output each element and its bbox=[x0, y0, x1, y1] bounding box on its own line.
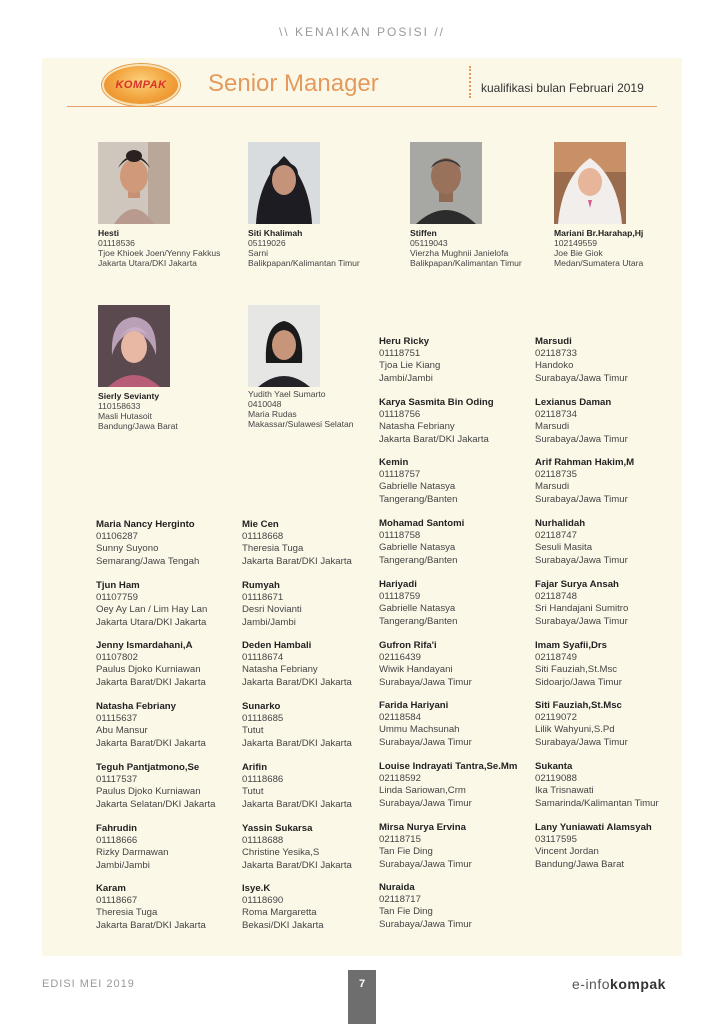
member-entry bbox=[379, 761, 529, 810]
member-sponsor: Rizky Darmawan bbox=[96, 847, 169, 859]
member-sponsor: Abu Mansur bbox=[96, 725, 148, 737]
member-name: Jenny Ismardahani,A bbox=[96, 640, 193, 651]
member-entry bbox=[379, 518, 529, 567]
brand-suffix: kompak bbox=[610, 976, 666, 992]
member-name: Kemin bbox=[379, 457, 409, 468]
member-name: Louise Indrayati Tantra,Se.Mm bbox=[379, 761, 518, 772]
person-id: 102149559 bbox=[554, 238, 598, 248]
brand-prefix: e-info bbox=[572, 976, 611, 992]
member-location: Surabaya/Jawa Timur bbox=[379, 736, 472, 748]
member-id: 02118734 bbox=[535, 409, 577, 421]
member-sponsor: Sunny Suyono bbox=[96, 543, 159, 555]
member-location: Surabaya/Jawa Timur bbox=[535, 493, 628, 505]
member-location: Jakarta Barat/DKI Jakarta bbox=[242, 859, 352, 871]
member-location: Surabaya/Jawa Timur bbox=[535, 736, 628, 748]
member-id: 01118668 bbox=[242, 531, 284, 543]
member-entry bbox=[242, 580, 392, 629]
member-sponsor: Tutut bbox=[242, 786, 264, 798]
member-id: 01118686 bbox=[242, 774, 284, 786]
member-id: 02119088 bbox=[535, 773, 577, 785]
member-name: Heru Ricky bbox=[379, 336, 430, 347]
member-name: Hariyadi bbox=[379, 579, 417, 590]
member-name: Siti Fauziah,St.Msc bbox=[535, 700, 622, 711]
person-sponsor: Masli Hutasoit bbox=[98, 411, 152, 421]
member-name: Lany Yuniawati Alamsyah bbox=[535, 822, 652, 833]
member-entry bbox=[379, 457, 529, 506]
member-id: 01118674 bbox=[242, 652, 284, 664]
member-sponsor: Oey Ay Lan / Lim Hay Lan bbox=[96, 604, 208, 616]
member-location: Jakarta Selatan/DKI Jakarta bbox=[96, 798, 216, 810]
member-entry bbox=[535, 518, 685, 567]
page-subtitle: kualifikasi bulan Februari 2019 bbox=[481, 81, 644, 95]
member-sponsor: Tutut bbox=[242, 725, 264, 737]
person-location: Balikpapan/Kalimantan Timur bbox=[410, 258, 522, 268]
person-id: 01118536 bbox=[98, 238, 135, 248]
person-sponsor: Joe Bie Giok bbox=[554, 248, 603, 258]
person-name: Hesti bbox=[98, 228, 120, 238]
member-entry bbox=[535, 822, 685, 871]
member-entry bbox=[535, 457, 685, 506]
member-name: Yassin Sukarsa bbox=[242, 823, 313, 834]
member-location: Surabaya/Jawa Timur bbox=[379, 797, 472, 809]
person-name: Siti Khalimah bbox=[248, 228, 303, 238]
member-entry bbox=[379, 822, 529, 871]
member-entry bbox=[96, 519, 246, 568]
member-location: Jambi/Jambi bbox=[379, 372, 433, 384]
member-location: Jambi/Jambi bbox=[96, 859, 150, 871]
photo-hesti bbox=[98, 142, 170, 224]
person-id: 05119043 bbox=[410, 238, 448, 248]
person-siti-khalimah bbox=[248, 228, 360, 268]
member-id: 02118715 bbox=[379, 834, 421, 846]
member-sponsor: Desri Novianti bbox=[242, 604, 302, 616]
member-location: Jakarta Barat/DKI Jakarta bbox=[242, 737, 352, 749]
member-sponsor: Marsudi bbox=[535, 481, 570, 493]
member-sponsor: Roma Margaretta bbox=[242, 907, 317, 919]
member-location: Tangerang/Banten bbox=[379, 615, 458, 627]
member-id: 02118749 bbox=[535, 652, 577, 664]
member-id: 01118666 bbox=[96, 835, 138, 847]
member-sponsor: Sesuli Masita bbox=[535, 542, 593, 554]
member-id: 01107802 bbox=[96, 652, 138, 664]
member-id: 02118717 bbox=[379, 894, 421, 906]
member-entry bbox=[379, 640, 529, 689]
member-location: Semarang/Jawa Tengah bbox=[96, 555, 200, 567]
member-sponsor: Gabrielle Natasya bbox=[379, 481, 456, 493]
member-entry bbox=[379, 882, 529, 931]
member-location: Surabaya/Jawa Timur bbox=[379, 676, 472, 688]
member-location: Jakarta Barat/DKI Jakarta bbox=[96, 737, 206, 749]
member-id: 01118751 bbox=[379, 348, 421, 360]
member-name: Mirsa Nurya Ervina bbox=[379, 822, 466, 833]
member-entry bbox=[535, 700, 685, 749]
member-sponsor: Marsudi bbox=[535, 421, 570, 433]
page-number: 7 bbox=[348, 970, 376, 1024]
member-entry bbox=[379, 700, 529, 749]
member-id: 01118759 bbox=[379, 591, 421, 603]
member-location: Jakarta Barat/DKI Jakarta bbox=[96, 676, 206, 688]
section-label: \\ KENAIKAN POSISI // bbox=[278, 25, 446, 39]
member-location: Surabaya/Jawa Timur bbox=[379, 858, 472, 870]
member-name: Mohamad Santomi bbox=[379, 518, 465, 529]
member-location: Sidoarjo/Jawa Timur bbox=[535, 676, 622, 688]
dotted-divider bbox=[469, 66, 471, 98]
member-location: Jakarta Utara/DKI Jakarta bbox=[96, 616, 207, 628]
member-sponsor: Ika Trisnawati bbox=[535, 785, 594, 797]
member-location: Jakarta Barat/DKI Jakarta bbox=[379, 433, 489, 445]
member-sponsor: Handoko bbox=[535, 360, 574, 372]
logo-text: KOMPAK bbox=[115, 79, 167, 91]
member-id: 02118733 bbox=[535, 348, 577, 360]
member-sponsor: Theresia Tuga bbox=[242, 543, 304, 555]
member-entry bbox=[242, 762, 392, 811]
member-sponsor: Gabrielle Natasya bbox=[379, 603, 456, 615]
member-entry bbox=[242, 883, 392, 932]
member-name: Gufron Rifa'i bbox=[379, 640, 437, 651]
person-id: 05119026 bbox=[248, 238, 286, 248]
member-entry bbox=[242, 701, 392, 750]
member-sponsor: Natasha Febriany bbox=[379, 421, 455, 433]
person-location: Jakarta Utara/DKI Jakarta bbox=[98, 258, 197, 268]
photo-sierly bbox=[98, 305, 170, 387]
member-id: 01118685 bbox=[242, 713, 284, 725]
person-id: 0410048 bbox=[248, 399, 282, 409]
member-name: Fahrudin bbox=[96, 823, 138, 834]
member-location: Surabaya/Jawa Timur bbox=[535, 554, 628, 566]
member-name: Lexianus Daman bbox=[535, 397, 612, 408]
member-id: 02118735 bbox=[535, 469, 577, 481]
member-entry bbox=[242, 640, 392, 689]
member-id: 01107759 bbox=[96, 592, 138, 604]
member-id: 01115637 bbox=[96, 713, 138, 725]
member-sponsor: Paulus Djoko Kurniawan bbox=[96, 664, 201, 676]
member-entry bbox=[379, 336, 529, 385]
member-location: Jakarta Barat/DKI Jakarta bbox=[242, 798, 352, 810]
member-name: Sunarko bbox=[242, 701, 281, 712]
brand-logo bbox=[572, 976, 666, 992]
member-location: Tangerang/Banten bbox=[379, 493, 458, 505]
person-mariani bbox=[554, 228, 643, 268]
member-entry bbox=[96, 701, 246, 750]
member-location: Jakarta Barat/DKI Jakarta bbox=[96, 919, 206, 931]
person-id: 110158633 bbox=[98, 401, 141, 411]
member-name: Isye.K bbox=[242, 883, 271, 894]
person-name: Stiffen bbox=[410, 228, 437, 238]
member-sponsor: Lilik Wahyuni,S.Pd bbox=[535, 724, 615, 736]
member-sponsor: Sri Handajani Sumitro bbox=[535, 603, 629, 615]
member-name: Arifin bbox=[242, 762, 268, 773]
member-entry bbox=[379, 397, 529, 446]
person-name: Mariani Br.Harahap,Hj bbox=[554, 228, 644, 238]
member-sponsor: Natasha Febriany bbox=[242, 664, 318, 676]
person-location: Medan/Sumatera Utara bbox=[554, 258, 644, 268]
member-id: 01118667 bbox=[96, 895, 138, 907]
member-name: Arif Rahman Hakim,M bbox=[535, 457, 635, 468]
member-entry bbox=[535, 336, 685, 385]
photo-yudith bbox=[248, 305, 320, 387]
member-name: Mie Cen bbox=[242, 519, 279, 530]
member-location: Jambi/Jambi bbox=[242, 616, 296, 628]
member-name: Nuraida bbox=[379, 882, 415, 893]
member-entry bbox=[535, 397, 685, 446]
member-sponsor: Paulus Djoko Kurniawan bbox=[96, 786, 201, 798]
member-id: 03117595 bbox=[535, 834, 577, 846]
member-location: Bekasi/DKI Jakarta bbox=[242, 919, 324, 931]
member-id: 01118690 bbox=[242, 895, 284, 907]
member-location: Jakarta Barat/DKI Jakarta bbox=[242, 555, 352, 567]
member-entry bbox=[535, 761, 685, 810]
member-sponsor: Gabrielle Natasya bbox=[379, 542, 456, 554]
member-id: 01118688 bbox=[242, 835, 284, 847]
member-sponsor: Ummu Machsunah bbox=[379, 724, 460, 736]
member-name: Imam Syafii,Drs bbox=[535, 640, 607, 651]
member-location: Tangerang/Banten bbox=[379, 554, 458, 566]
kompak-logo bbox=[102, 64, 180, 106]
member-name: Natasha Febriany bbox=[96, 701, 176, 712]
member-id: 01118757 bbox=[379, 469, 421, 481]
photo-mariani bbox=[554, 142, 626, 224]
person-yudith bbox=[248, 389, 354, 429]
member-sponsor: Wiwik Handayani bbox=[379, 664, 453, 676]
member-id: 02118584 bbox=[379, 712, 421, 724]
member-entry bbox=[96, 640, 246, 689]
member-sponsor: Theresia Tuga bbox=[96, 907, 158, 919]
member-location: Surabaya/Jawa Timur bbox=[535, 615, 628, 627]
member-entry bbox=[96, 823, 246, 872]
edition-label: EDISI MEI 2019 bbox=[42, 978, 135, 990]
member-entry bbox=[96, 580, 246, 629]
member-id: 01106287 bbox=[96, 531, 138, 543]
member-entry bbox=[242, 823, 392, 872]
member-sponsor: Tan Fie Ding bbox=[379, 906, 433, 918]
person-sponsor: Tjoe Khioek Joen/Yenny Fakkus bbox=[98, 248, 221, 258]
person-sponsor: Sarni bbox=[248, 248, 269, 258]
person-location: Balikpapan/Kalimantan Timur bbox=[248, 258, 360, 268]
person-hesti bbox=[98, 228, 220, 268]
member-id: 01118758 bbox=[379, 530, 421, 542]
member-entry bbox=[96, 762, 246, 811]
member-location: Surabaya/Jawa Timur bbox=[535, 372, 628, 384]
photo-siti-khalimah bbox=[248, 142, 320, 224]
member-name: Farida Hariyani bbox=[379, 700, 449, 711]
person-location: Makassar/Sulawesi Selatan bbox=[248, 419, 354, 429]
member-location: Bandung/Jawa Barat bbox=[535, 858, 625, 870]
page-title: Senior Manager bbox=[208, 70, 379, 97]
member-name: Tjun Ham bbox=[96, 580, 140, 591]
member-id: 01118756 bbox=[379, 409, 421, 421]
member-id: 01118671 bbox=[242, 592, 284, 604]
person-sponsor: Vierzha Mughnii Janielofa bbox=[410, 248, 509, 258]
person-sierly bbox=[98, 391, 178, 431]
member-entry bbox=[379, 579, 529, 628]
member-name: Nurhalidah bbox=[535, 518, 586, 529]
member-sponsor: Linda Sariowan,Crm bbox=[379, 785, 466, 797]
member-location: Surabaya/Jawa Timur bbox=[535, 433, 628, 445]
member-entry bbox=[242, 519, 392, 568]
member-name: Rumyah bbox=[242, 580, 280, 591]
member-entry bbox=[96, 883, 246, 932]
member-id: 02118747 bbox=[535, 530, 577, 542]
person-name: Yudith Yael Sumarto bbox=[248, 389, 326, 399]
member-id: 02116439 bbox=[379, 652, 421, 664]
member-entry bbox=[535, 640, 685, 689]
member-name: Karya Sasmita Bin Oding bbox=[379, 397, 494, 408]
person-sponsor: Maria Rudas bbox=[248, 409, 297, 419]
member-location: Samarinda/Kalimantan Timur bbox=[535, 797, 659, 809]
member-id: 02118748 bbox=[535, 591, 577, 603]
member-name: Fajar Surya Ansah bbox=[535, 579, 619, 590]
member-sponsor: Vincent Jordan bbox=[535, 846, 599, 858]
member-id: 02119072 bbox=[535, 712, 577, 724]
member-sponsor: Tan Fie Ding bbox=[379, 846, 433, 858]
member-sponsor: Siti Fauziah,St.Msc bbox=[535, 664, 618, 676]
member-location: Jakarta Barat/DKI Jakarta bbox=[242, 676, 352, 688]
member-id: 02118592 bbox=[379, 773, 421, 785]
member-name: Marsudi bbox=[535, 336, 572, 347]
member-sponsor: Tjoa Lie Kiang bbox=[379, 360, 441, 372]
person-name: Sierly Sevianty bbox=[98, 391, 160, 401]
member-name: Maria Nancy Herginto bbox=[96, 519, 195, 530]
member-id: 01117537 bbox=[96, 774, 138, 786]
member-sponsor: Christine Yesika,S bbox=[242, 847, 320, 859]
header-divider bbox=[67, 106, 657, 107]
photo-stiffen bbox=[410, 142, 482, 224]
member-location: Surabaya/Jawa Timur bbox=[379, 918, 472, 930]
person-stiffen bbox=[410, 228, 522, 268]
member-name: Teguh Pantjatmono,Se bbox=[96, 762, 200, 773]
person-location: Bandung/Jawa Barat bbox=[98, 421, 178, 431]
member-name: Deden Hambali bbox=[242, 640, 312, 651]
member-entry bbox=[535, 579, 685, 628]
member-name: Karam bbox=[96, 883, 126, 894]
member-name: Sukanta bbox=[535, 761, 573, 772]
